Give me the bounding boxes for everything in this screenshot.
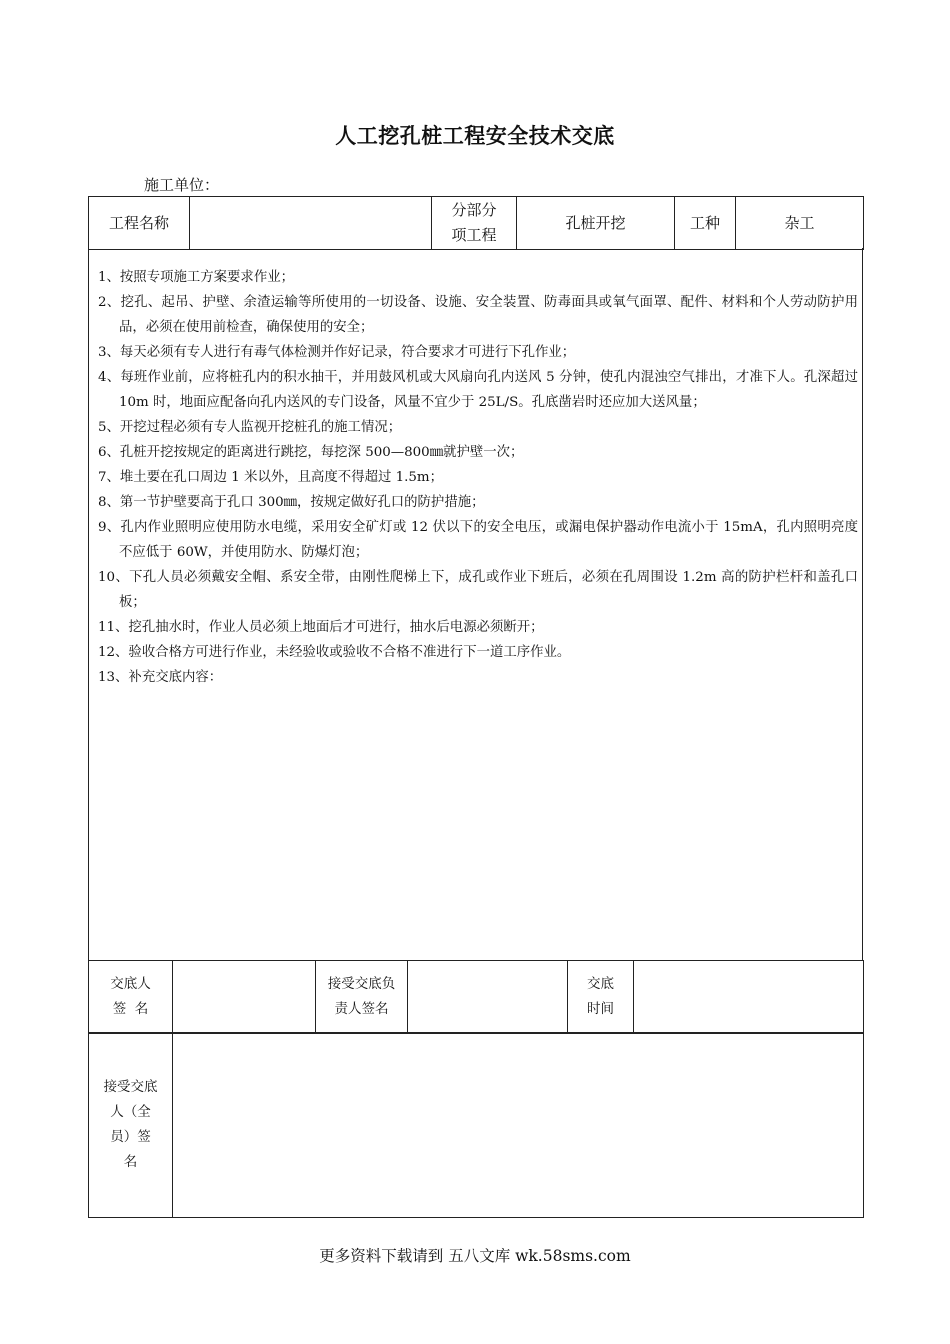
all-receivers-row [89,1033,864,1218]
receiver-lead-label-line1: 接受交底负 [327,976,396,992]
discloser-signature-field[interactable] [173,961,316,1034]
list-item: 2、挖孔、起吊、护壁、余渣运输等所使用的一切设备、设施、安全装置、防毒面具或氧气面罩、配件、材料和个人劳动防护用品，必须在使用前检查，确保使用的安全； [98,295,858,335]
header-row [89,197,864,250]
list-item: 9、孔内作业照明应使用防水电缆，采用安全矿灯或 12 伏以下的安全电压，或漏电保护器动作电流小于 15mA，孔内照明亮度不应低于 60W，并使用防水、防爆灯泡； [98,520,858,560]
all-receivers-label-line3: 员）签 [110,1129,151,1145]
list-item: 12、验收合格方可进行作业，未经验收或验收不合格不准进行下一道工序作业。 [98,645,571,660]
sub-project-label-line1: 分部分 [451,201,497,219]
list-item: 6、孔桩开挖按规定的距离进行跳挖，每挖深 500—800㎜就护壁一次； [98,445,524,460]
receiver-lead-label-line2: 责人签名 [334,1001,389,1017]
header-table [88,196,864,250]
list-item: 8、第一节护壁要高于孔口 300㎜，按规定做好孔口的防护措施； [98,495,485,510]
sub-project-value: 孔桩开挖 [517,197,675,250]
list-item: 3、每天必须有专人进行有毒气体检测并作好记录，符合要求才可进行下孔作业； [98,345,576,360]
disclosure-time-field[interactable] [634,961,864,1034]
disclosure-items-list [98,265,858,690]
list-item: 5、开挖过程必须有专人监视开挖桩孔的施工情况； [98,420,402,435]
project-name-value [190,197,432,250]
all-receivers-label-line2: 人（全 [110,1104,151,1120]
sub-project-label-line2: 项工程 [451,226,497,244]
time-label-line2: 时间 [587,1001,614,1017]
construction-unit-label: 施工单位： [144,176,220,194]
disclosure-time-label [568,961,634,1034]
receiver-lead-signature-field[interactable] [408,961,568,1034]
discloser-label-line1: 交底人 [110,976,151,992]
document-title: 人工挖孔桩工程安全技术交底 [335,123,615,148]
disclosure-content-box [88,248,863,960]
time-label-line1: 交底 [587,976,614,992]
signature-table [88,960,864,1034]
all-receivers-label-line4: 名 [123,1154,138,1170]
all-receivers-label [89,1033,173,1218]
trade-value: 杂工 [736,197,864,250]
all-receivers-label-line1: 接受交底 [103,1079,158,1095]
footer-download-note: 更多资料下载请到 五八文库 wk.58sms.com [319,1247,631,1265]
list-item: 7、堆土要在孔口周边 1 米以外，且高度不得超过 1.5m； [98,470,444,485]
trade-label: 工种 [675,197,736,250]
list-item: 1、按照专项施工方案要求作业； [98,270,294,285]
list-item: 4、每班作业前，应将桩孔内的积水抽干，并用鼓风机或大风扇向孔内送风 5 分钟，使孔内混浊空气排出，才准下人。孔深超过 10m 时，地面应配备向孔内送风的专门设备，风量不宜少于 25L/S。孔底凿岩时还应加大送风量； [98,370,858,410]
list-item: 10、下孔人员必须戴安全帽、系安全带，由刚性爬梯上下，成孔或作业下班后，必须在孔周围设 1.2m 高的防护栏杆和盖孔口板； [98,570,858,610]
discloser-signature-label [89,961,173,1034]
project-name-label: 工程名称 [89,197,190,250]
discloser-label-line2: 签 名 [112,1001,149,1017]
list-item: 11、挖孔抽水时，作业人员必须上地面后才可进行，抽水后电源必须断开； [98,620,544,635]
list-item: 13、补充交底内容： [98,670,223,685]
all-receivers-table [88,1032,864,1218]
signature-row [89,961,864,1034]
receiver-lead-signature-label [316,961,408,1034]
sub-project-label [432,197,517,250]
all-receivers-signature-field[interactable] [173,1033,864,1218]
